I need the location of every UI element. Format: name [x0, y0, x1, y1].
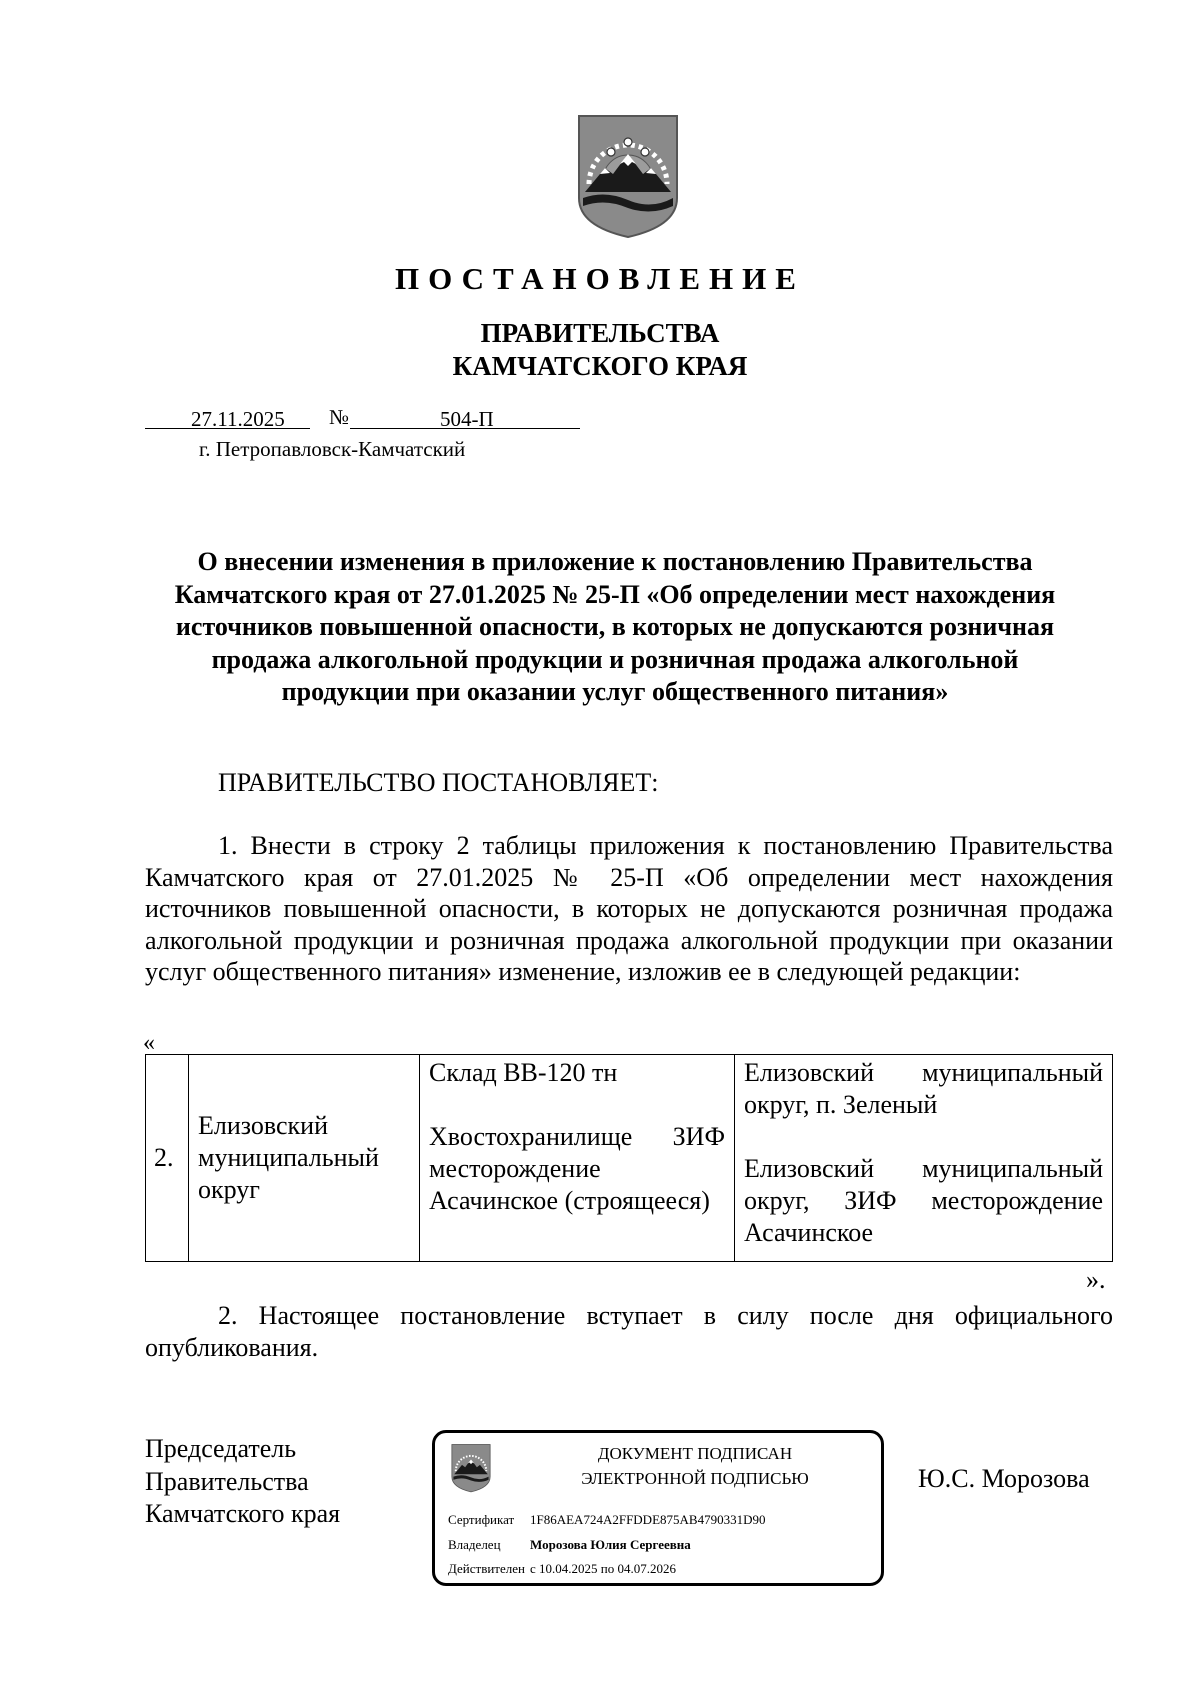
quote-close: ».	[1086, 1265, 1106, 1294]
signer-position	[145, 1433, 340, 1531]
authority-line-2: КАМЧАТСКОГО КРАЯ	[452, 351, 748, 381]
stamp-validity-row	[448, 1561, 676, 1577]
object-locations	[735, 1055, 1113, 1262]
number-sign: №	[329, 405, 350, 429]
amendment-table	[145, 1054, 1113, 1262]
stamp-heading-line-2: ЭЛЕКТРОННОЙ ПОДПИСЬЮ	[581, 1469, 809, 1488]
paragraph-1: 1. Внести в строку 2 таблицы приложения к постановлению Правительства Камчатского края от 27.01.2025 № 25-П «Об определении мест нахождения источников повышенной опасности, в которых не допускаются розничная продажа алкогольной продукции и розничная продажа алкогольной продукции при оказании услуг общественного питания» изменение, изложив ее в следующей редакции:	[145, 831, 1113, 986]
hazard-objects	[420, 1055, 735, 1262]
paragraph-2: 2. Настоящее постановление вступает в силу после дня официального опубликования.	[145, 1301, 1113, 1362]
electronic-signature-stamp	[432, 1430, 884, 1586]
signer-position-line-1: Председатель	[145, 1434, 297, 1463]
quote-open: «	[143, 1030, 155, 1056]
signer-position-line-3: Камчатского края	[145, 1499, 341, 1528]
hazard-objects-text: Склад ВВ-120 тн Хвостохранилище ЗИФ месторождение Асачинское (строящееся)	[429, 1058, 725, 1215]
certificate-value: 1F86AEA724A2FFDDE875AB4790331D90	[530, 1512, 766, 1527]
certificate-label: Сертификат	[448, 1512, 515, 1527]
valid-value: с 10.04.2025 по 04.07.2026	[530, 1561, 676, 1576]
document-date: 27.11.2025	[191, 407, 285, 431]
kamchatka-coat-of-arms-icon	[449, 1443, 493, 1493]
table-row	[146, 1055, 1113, 1262]
municipal-area-text: Елизовский муниципальный округ	[198, 1111, 379, 1204]
signer-name: Ю.С. Морозова	[918, 1464, 1090, 1493]
document-title: О внесении изменения в приложение к постановлению Правительства Камчатского края от 27.01.2025 № 25-П «Об определении мест нахождения источников повышенной опасности, в которых не допускаются розничная продажа алкогольной продукции и розничная продажа алкогольной продукции при оказании услуг общественного питания»	[174, 547, 1056, 706]
authority-line-1: ПРАВИТЕЛЬСТВА	[480, 318, 720, 348]
directive: ПРАВИТЕЛЬСТВО ПОСТАНОВЛЯЕТ:	[218, 768, 659, 797]
municipal-area	[189, 1055, 420, 1262]
valid-label: Действителен	[448, 1561, 525, 1576]
stamp-heading-line-1: ДОКУМЕНТ ПОДПИСАН	[597, 1444, 793, 1463]
stamp-certificate-row	[448, 1512, 765, 1528]
signer-position-line-2: Правительства	[145, 1466, 309, 1496]
owner-label: Владелец	[448, 1537, 501, 1552]
document-number: 504-П	[440, 407, 494, 431]
document-type: ПОСТАНОВЛЕНИЕ	[395, 261, 805, 296]
object-locations-text: Елизовский муниципальный округ, п. Зеленый Елизовский муниципальный округ, ЗИФ месторождение Асачинское	[744, 1058, 1103, 1247]
row-number: 2.	[146, 1055, 189, 1262]
owner-value: Морозова Юлия Сергеевна	[530, 1537, 691, 1552]
kamchatka-coat-of-arms-icon	[575, 112, 681, 240]
stamp-owner-row	[448, 1537, 691, 1553]
city: г. Петропавловск-Камчатский	[199, 437, 466, 461]
